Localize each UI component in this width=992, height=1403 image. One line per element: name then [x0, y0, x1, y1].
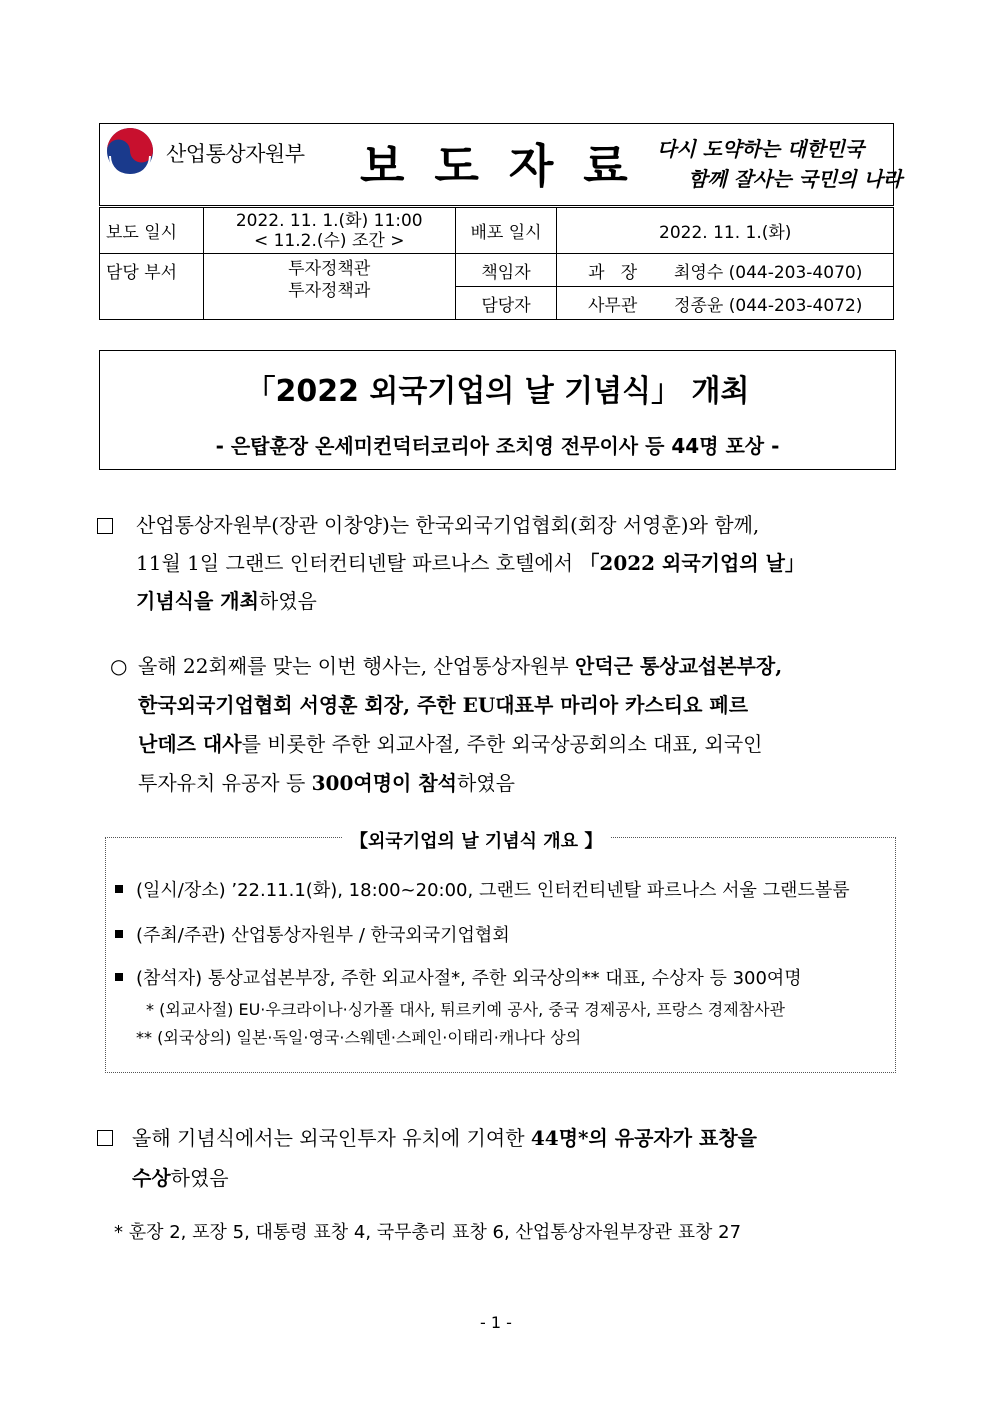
overview-item-host: (주최/주관) 산업통상자원부 / 한국외국기업협회 — [136, 925, 510, 946]
overview-note-diplomats: * (외교사절) EU·우크라이나·싱가폴 대사, 튀르키예 공사, 중국 경제공사, 프랑스 경제참사관 — [146, 1000, 786, 1019]
paragraph-2-line-2-text: 한국외국기업협회 서영훈 회장, 주한 EU대표부 마리아 카스티요 페르 — [138, 693, 749, 717]
contact-title: 사무관 — [587, 295, 638, 316]
contact-label: 담당자 — [455, 287, 557, 320]
release-edition-value: < 11.2.(수) 조간 > — [253, 230, 405, 251]
paragraph-1-line-1: 산업통상자원부(장관 이창양)는 한국외국기업협회(회장 서영훈)와 함께, — [136, 513, 760, 537]
award-breakdown-note: * 훈장 2, 포장 5, 대통령 표창 4, 국무총리 표창 6, 산업통상자원부장관 표창 27 — [114, 1222, 742, 1243]
paragraph-1-line-2-text: 11월 1일 그랜드 인터컨티넨탈 파르나스 호텔에서 — [136, 551, 580, 575]
overview-item-datetime: (일시/장소) ’22.11.1(화), 18:00~20:00, 그랜드 인터컨티넨탈 파르나스 서울 그랜드볼룸 — [136, 880, 850, 901]
release-info-table — [99, 207, 894, 320]
document-type-title: 보도자료 — [360, 139, 658, 193]
event-name: 「2022 외국기업의 날」 — [579, 551, 805, 575]
paragraph-1 — [136, 506, 805, 620]
responsible-cell — [557, 254, 894, 287]
slogan-line-1: 다시 도약하는 대한민국 — [657, 137, 865, 161]
paragraph-2-line-4-end: 하였음 — [456, 771, 515, 795]
responsible-label: 책임자 — [455, 254, 557, 287]
paragraph-3-line-2 — [132, 1158, 757, 1198]
paragraph-2-line-2 — [138, 686, 782, 725]
contact-name: 정종윤 (044-203-4072) — [674, 295, 863, 316]
paragraph-3-line-2-end: 하였음 — [170, 1166, 229, 1190]
checkbox-bullet-icon — [97, 1130, 113, 1146]
contact-cell — [557, 287, 894, 320]
department-label — [100, 254, 204, 320]
ambassador-text: 난데즈 대사 — [138, 732, 242, 756]
paragraph-3 — [132, 1118, 757, 1198]
department-label-text: 담당 부서 — [106, 263, 178, 283]
department-cell — [203, 254, 455, 320]
responsible-name: 최영수 (044-203-4070) — [673, 262, 863, 283]
responsible-title: 과 장 — [588, 262, 638, 283]
distribution-date-value: 2022. 11. 1.(화) — [557, 208, 894, 254]
paragraph-2-line-4 — [138, 764, 782, 803]
attendance-text: 300여명이 참석 — [311, 771, 457, 795]
slogan-line-2: 함께 잘사는 국민의 나라 — [688, 167, 903, 191]
headline: 「2022 외국기업의 날 기념식」 개최 — [245, 374, 750, 409]
overview-title: 【외국기업의 날 기념식 개요 】 — [342, 827, 610, 853]
release-date-cell — [203, 208, 455, 254]
paragraph-1-line-2 — [136, 544, 805, 582]
department-division: 투자정책과 — [288, 281, 371, 301]
release-date-value: 2022. 11. 1.(화) 11:00 — [235, 210, 423, 231]
release-date-label: 보도 일시 — [100, 208, 204, 254]
overview-note-chambers: ** (외국상의) 일본·독일·영국·스웨덴·스페인·이태리·캐나다 상의 — [136, 1028, 582, 1047]
awardees-text: 44명*의 유공자가 표창을 — [530, 1126, 757, 1150]
square-bullet-icon — [115, 885, 123, 893]
paragraph-3-line-1 — [132, 1118, 757, 1158]
subheadline: - 은탑훈장 온세미컨덕터코리아 조치영 전무이사 등 44명 포상 - — [215, 434, 780, 458]
paragraph-2 — [138, 647, 782, 803]
ministry-name: 산업통상자원부 — [166, 142, 305, 166]
paragraph-2-line-1-text: 올해 22회째를 맞는 이번 행사는, 산업통상자원부 — [138, 654, 576, 678]
page-number: - 1 - — [480, 1313, 512, 1332]
paragraph-2-line-3 — [138, 725, 782, 764]
checkbox-bullet-icon — [97, 518, 113, 534]
award-received-text: 수상 — [132, 1166, 171, 1190]
circle-bullet-icon: ○ — [110, 654, 128, 678]
distribution-date-label: 배포 일시 — [455, 208, 557, 254]
government-emblem-icon — [104, 126, 162, 176]
department-office: 투자정책관 — [288, 259, 371, 279]
trade-minister-text: 안덕근 통상교섭본부장, — [575, 654, 783, 678]
paragraph-3-line-1-text: 올해 기념식에서는 외국인투자 유치에 기여한 — [132, 1126, 531, 1150]
paragraph-1-line-3 — [136, 582, 805, 620]
paragraph-1-line-3-end: 하였음 — [258, 589, 317, 613]
paragraph-2-line-3-text: 를 비롯한 주한 외교사절, 주한 외국상공회의소 대표, 외국인 — [241, 732, 763, 756]
paragraph-2-line-1 — [138, 647, 782, 686]
overview-item-attendees: (참석자) 통상교섭본부장, 주한 외교사절*, 주한 외국상의** 대표, 수상자 등 300여명 — [136, 968, 802, 989]
event-held-text: 기념식을 개최 — [136, 589, 259, 613]
paragraph-2-line-4-text: 투자유치 유공자 등 — [138, 771, 312, 795]
square-bullet-icon — [115, 973, 123, 981]
square-bullet-icon — [115, 930, 123, 938]
